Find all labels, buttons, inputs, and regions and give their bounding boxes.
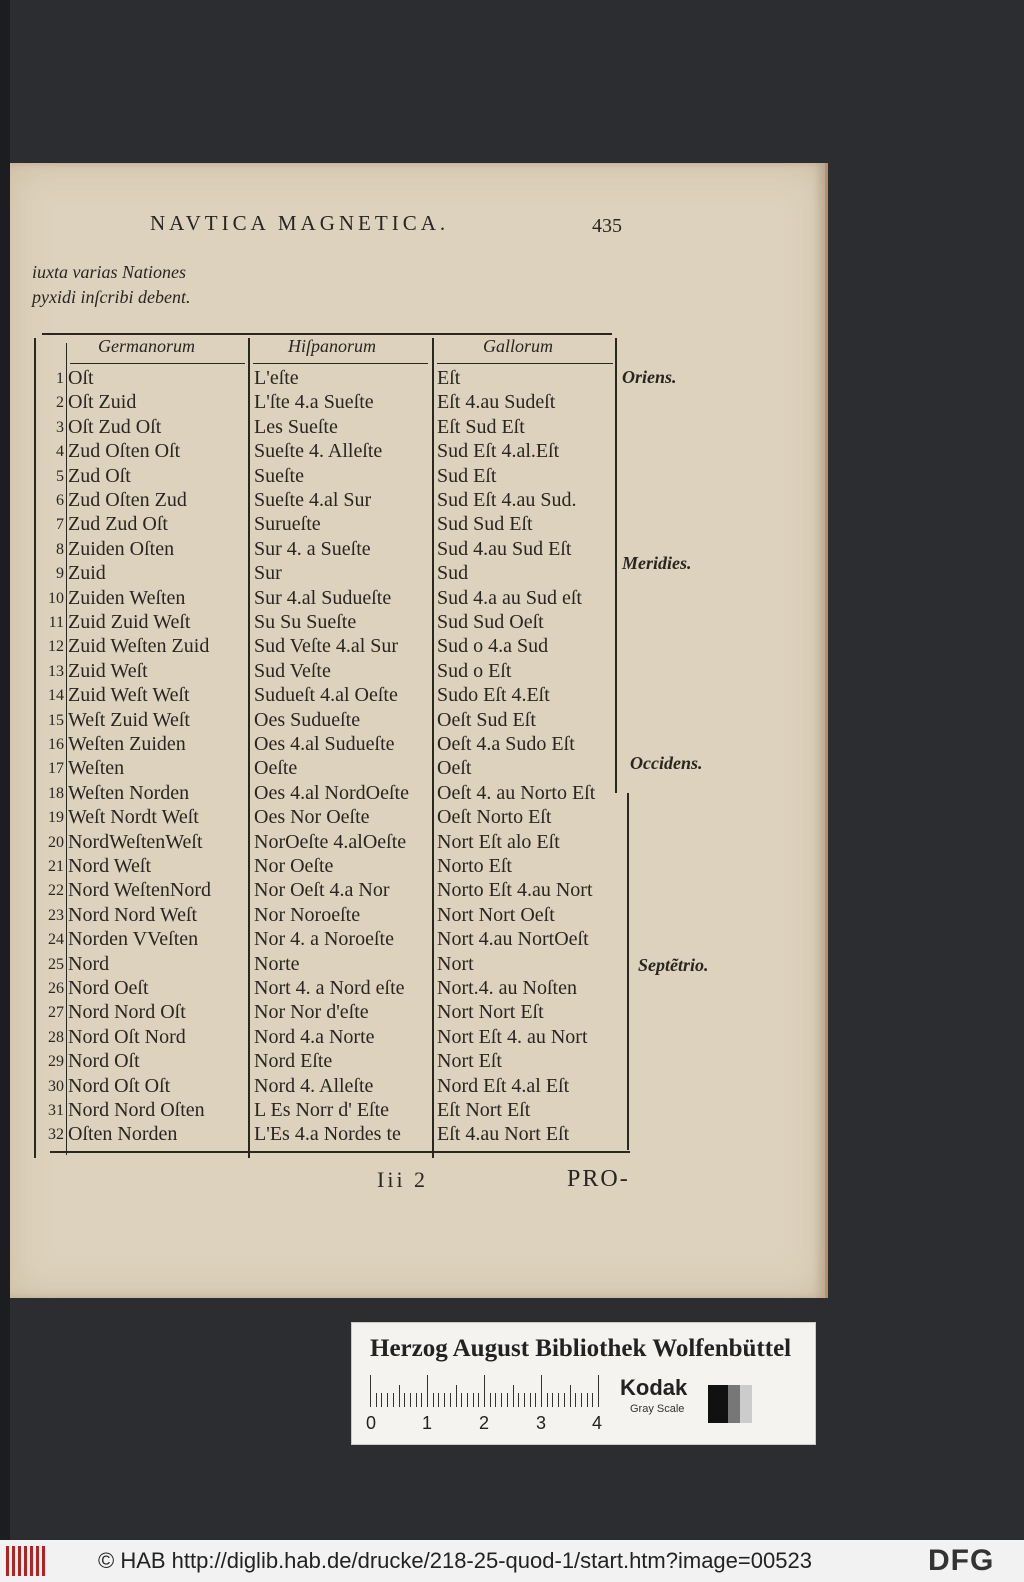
hispanorum-cell: Nort 4. a Nord eſte: [254, 977, 405, 999]
ruler-tick: [541, 1375, 542, 1407]
ruler-tick: [393, 1393, 394, 1407]
ruler-tick: [587, 1393, 588, 1407]
ruler-tick: [490, 1393, 491, 1407]
hispanorum-cell: Nord 4. Alleſte: [254, 1074, 374, 1097]
row-number: 28: [48, 1028, 64, 1046]
ruler-tick: [484, 1375, 485, 1407]
row-number: 25: [48, 955, 64, 973]
germanorum-cell: Nord Nord Weſt: [68, 903, 198, 926]
running-head: NAVTICA MAGNETICA.: [150, 211, 450, 235]
hispanorum-cell: Su Su Sueſte: [254, 611, 357, 633]
hispanorum-cell: Sueſte: [254, 464, 304, 487]
row-number: 9: [56, 565, 64, 583]
gray-patch-mid: [728, 1385, 740, 1423]
table-column-rule: [432, 338, 434, 1158]
ruler-tick: [421, 1393, 422, 1407]
hispanorum-cell: L Es Norr d' Eſte: [254, 1099, 390, 1121]
hispanorum-cell: Sur 4.al Sudueſte: [254, 586, 392, 609]
row-number: 19: [48, 809, 64, 827]
ruler-tick: [507, 1393, 508, 1407]
row-number: 1: [56, 370, 64, 387]
row-number: 13: [48, 662, 64, 680]
direction-oriens: Oriens.: [622, 367, 677, 387]
row-number: 11: [48, 614, 64, 631]
hispanorum-cell: Oes 4.al Sudueſte: [254, 733, 395, 755]
table-top-rule: [42, 333, 612, 335]
row-number: 18: [48, 784, 64, 802]
germanorum-cell: Zuid Weſten Zuid: [68, 635, 210, 658]
hispanorum-cell: Oes Nor Oeſte: [254, 806, 370, 829]
header-underline: [437, 363, 613, 364]
row-number: 16: [48, 736, 64, 753]
gallorum-cell: Sud Sud Oeſt: [437, 611, 544, 633]
row-number: 5: [56, 467, 64, 485]
gallorum-cell: Sudo Eſt 4.Eſt: [437, 684, 550, 707]
hispanorum-cell: Nord Eſte: [254, 1050, 333, 1073]
gallorum-cell: Eſt 4.au Nort Eſt: [437, 1123, 570, 1146]
gallorum-cell: Eſt: [437, 367, 461, 389]
germanorum-cell: Nord WeſtenNord: [68, 879, 211, 902]
column-header-germanorum: Germanorum: [98, 336, 195, 356]
table-number-rule: [66, 343, 67, 1155]
gallorum-cell: Oeſt Sud Eſt: [437, 708, 536, 731]
scale-number: 0: [366, 1413, 377, 1433]
ruler-tick: [530, 1393, 531, 1407]
gallorum-cell: Nort: [437, 952, 474, 975]
ruler-tick: [524, 1393, 525, 1407]
column-header-hispanorum: Hiſpanorum: [288, 336, 377, 356]
scale-number: 3: [536, 1413, 547, 1433]
hispanorum-cell: L'ſte 4.a Sueſte: [254, 391, 374, 414]
row-number: 8: [56, 540, 64, 558]
ruler-tick: [450, 1393, 451, 1407]
ruler-tick: [416, 1393, 417, 1407]
gallorum-cell: Sud Eſt 4.au Sud.: [437, 489, 577, 511]
row-number: 7: [56, 516, 64, 534]
gallorum-cell: Norto Eſt 4.au Nort: [437, 879, 593, 902]
germanorum-cell: Oſt Zuid: [68, 391, 137, 414]
gallorum-cell: Norto Eſt: [437, 855, 512, 877]
hispanorum-cell: Surueſte: [254, 513, 321, 536]
ruler-tick: [376, 1393, 377, 1407]
row-number: 29: [48, 1053, 64, 1071]
header-underline: [70, 363, 245, 364]
hab-logo-icon: [6, 1546, 48, 1576]
ruler-tick: [473, 1393, 474, 1407]
row-number: 24: [48, 931, 64, 949]
hispanorum-cell: Oes 4.al NordOeſte: [254, 781, 409, 804]
germanorum-cell: Nord Oeſt: [68, 977, 149, 999]
row-number: 23: [48, 906, 64, 924]
gallorum-cell: Oeſt 4.a Sudo Eſt: [437, 733, 575, 755]
row-number: 30: [48, 1077, 64, 1095]
ruler-tick: [387, 1393, 388, 1407]
ruler-tick: [501, 1393, 502, 1407]
row-number: 15: [48, 711, 64, 729]
dfg-logo: DFG: [928, 1544, 995, 1577]
ruler-tick: [581, 1393, 582, 1407]
column-header-gallorum: Gallorum: [483, 336, 554, 356]
hispanorum-cell: L'Es 4.a Nordes te: [254, 1123, 401, 1146]
gallorum-cell: Nort Eſt: [437, 1050, 502, 1073]
scale-number: 1: [422, 1413, 433, 1433]
scan-edge: [0, 0, 10, 1540]
row-number: 27: [48, 1004, 64, 1022]
germanorum-cell: Zuid: [68, 562, 106, 585]
ruler-tick: [444, 1393, 445, 1407]
direction-occidens: Occidens.: [630, 753, 703, 773]
intro-line: pyxidi inſcribi debent.: [32, 287, 191, 307]
ruler-tick: [570, 1385, 571, 1407]
hispanorum-cell: NorOeſte 4.alOeſte: [254, 830, 407, 853]
row-number: 21: [48, 858, 64, 875]
gallorum-cell: Nort 4.au NortOeſt: [437, 928, 589, 951]
ruler-tick: [535, 1393, 536, 1407]
germanorum-cell: Zud Zud Oſt: [68, 513, 168, 536]
ruler-tick: [592, 1393, 593, 1407]
gallorum-cell: Nort.4. au Noſten: [437, 977, 577, 999]
gallorum-cell: Sud 4.au Sud Eſt: [437, 537, 572, 560]
ruler-tick: [575, 1393, 576, 1407]
hispanorum-cell: Sur: [254, 562, 282, 585]
gallorum-cell: Sud o Eſt: [437, 659, 512, 682]
header-underline: [253, 363, 428, 364]
ruler-tick: [518, 1393, 519, 1407]
row-number: 6: [56, 492, 64, 509]
germanorum-cell: Nord: [68, 952, 110, 975]
ruler-tick: [513, 1385, 514, 1407]
gallorum-cell: Eſt Sud Eſt: [437, 415, 525, 438]
germanorum-cell: Nord Nord Oſten: [68, 1099, 205, 1121]
ruler-tick: [495, 1393, 496, 1407]
germanorum-cell: Nord Nord Oſt: [68, 1001, 186, 1024]
row-number: 14: [48, 687, 64, 705]
footer-link[interactable]: © HAB http://diglib.hab.de/drucke/218-25-quod-1/start.htm?image=00523: [98, 1548, 812, 1573]
gallorum-cell: Nort Eſt alo Eſt: [437, 830, 560, 853]
ruler-tick: [438, 1393, 439, 1407]
germanorum-cell: Nord Oſt Oſt: [68, 1074, 171, 1097]
table-column-rule: [248, 338, 250, 1158]
germanorum-cell: Oſt: [68, 367, 94, 389]
direction-meridies: Meridies.: [622, 553, 692, 573]
color-reference-card: [351, 1322, 816, 1445]
card-title: Herzog August Bibliothek Wolfenbüttel: [370, 1335, 792, 1362]
hispanorum-cell: Norte: [254, 952, 300, 975]
hispanorum-cell: Sur 4. a Sueſte: [254, 537, 371, 560]
ruler-tick: [598, 1375, 599, 1407]
germanorum-cell: Nord Weſt: [68, 855, 152, 877]
ruler-tick: [558, 1393, 559, 1407]
gallorum-cell: Nort Nort Eſt: [437, 1001, 544, 1024]
hispanorum-cell: Nord 4.a Norte: [254, 1025, 375, 1048]
germanorum-cell: Zud Oſten Zud: [68, 489, 187, 511]
book-page: [10, 163, 828, 1298]
row-number: 20: [48, 833, 64, 851]
germanorum-cell: Weſt Zuid Weſt: [68, 708, 190, 731]
ruler-tick: [370, 1375, 371, 1407]
germanorum-cell: Zuid Weſt: [68, 659, 148, 682]
row-number: 12: [48, 638, 64, 656]
scale-number: 2: [479, 1413, 490, 1433]
grayscale-label: Gray Scale: [630, 1403, 685, 1415]
row-number: 3: [56, 418, 64, 436]
hispanorum-cell: Nor Noroeſte: [254, 903, 361, 926]
germanorum-cell: Weſten Norden: [68, 781, 190, 804]
germanorum-cell: Zuid Weſt Weſt: [68, 684, 190, 707]
gallorum-cell: Eſt Nort Eſt: [437, 1099, 531, 1121]
hispanorum-cell: Nor 4. a Noroeſte: [254, 928, 394, 951]
germanorum-cell: Zud Oſten Oſt: [68, 440, 181, 463]
hispanorum-cell: L'eſte: [254, 367, 299, 389]
germanorum-cell: Weſt Nordt Weſt: [68, 806, 199, 829]
germanorum-cell: Nord Oſt: [68, 1050, 140, 1073]
ruler-tick: [404, 1393, 405, 1407]
hispanorum-cell: Sueſte 4.al Sur: [254, 489, 372, 511]
table-right-rule: [615, 338, 617, 793]
table-bottom-rule: [50, 1151, 630, 1153]
hispanorum-cell: Sud Veſte 4.al Sur: [254, 635, 399, 658]
gallorum-cell: Oeſt 4. au Norto Eſt: [437, 781, 596, 804]
gallorum-cell: Nord Eſt 4.al Eſt: [437, 1074, 570, 1097]
row-number: 26: [48, 980, 64, 997]
germanorum-cell: Norden VVeſten: [68, 928, 199, 951]
ruler-tick: [381, 1393, 382, 1407]
ruler-tick: [456, 1385, 457, 1407]
gallorum-cell: Sud Sud Eſt: [437, 513, 533, 536]
gray-patch-black: [708, 1385, 728, 1423]
hispanorum-cell: Les Sueſte: [254, 415, 338, 438]
gallorum-cell: Sud 4.a au Sud eſt: [437, 586, 582, 609]
row-number: 4: [56, 443, 64, 461]
gallorum-cell: Sud Eſt: [437, 464, 497, 487]
row-number: 2: [56, 394, 64, 412]
gallorum-cell: Nort Nort Oeſt: [437, 903, 555, 926]
catchword: PRO-: [567, 1166, 630, 1192]
intro-line: iuxta varias Nationes: [32, 262, 186, 282]
row-number: 32: [48, 1126, 64, 1144]
ruler-tick: [547, 1393, 548, 1407]
ruler-scale: [370, 1375, 602, 1407]
hispanorum-cell: Nor Oeſte: [254, 855, 334, 877]
gallorum-cell: Sud: [437, 562, 469, 585]
ruler-tick: [399, 1385, 400, 1407]
scale-number: 4: [592, 1413, 603, 1433]
row-number: 10: [48, 589, 64, 607]
ruler-tick: [461, 1393, 462, 1407]
gallorum-cell: Sud o 4.a Sud: [437, 635, 549, 658]
germanorum-cell: Zuiden Weſten: [68, 586, 186, 609]
row-number: 17: [48, 760, 64, 778]
kodak-logo: Kodak: [620, 1375, 688, 1400]
germanorum-cell: Weſten: [68, 757, 125, 780]
ruler-tick: [478, 1393, 479, 1407]
hispanorum-cell: Sueſte 4. Alleſte: [254, 440, 383, 463]
germanorum-cell: Zuiden Oſten: [68, 537, 175, 560]
row-number: 31: [48, 1102, 64, 1119]
ruler-tick: [552, 1393, 553, 1407]
gallorum-cell: Nort Eſt 4. au Nort: [437, 1025, 588, 1048]
hispanorum-cell: Nor Oeſt 4.a Nor: [254, 879, 390, 902]
gallorum-cell: Oeſt: [437, 757, 472, 780]
page-number: 435: [592, 215, 622, 237]
hispanorum-cell: Sudueſt 4.al Oeſte: [254, 684, 398, 707]
ruler-tick: [410, 1393, 411, 1407]
direction-septentrio: Septẽtrio.: [638, 955, 709, 975]
germanorum-cell: Weſten Zuiden: [68, 733, 186, 755]
hispanorum-cell: Sud Veſte: [254, 659, 331, 682]
germanorum-cell: Nord Oſt Nord: [68, 1025, 186, 1048]
gray-patch-light: [740, 1385, 752, 1423]
ruler-tick: [564, 1393, 565, 1407]
ruler-tick: [427, 1375, 428, 1407]
signature-mark: Iii 2: [377, 1167, 429, 1192]
gallorum-cell: Oeſt Norto Eſt: [437, 806, 552, 829]
hispanorum-cell: Oeſte: [254, 757, 298, 780]
gallorum-cell: Sud Eſt 4.al.Eſt: [437, 440, 560, 463]
germanorum-cell: Zuid Zuid Weſt: [68, 611, 191, 633]
germanorum-cell: Zud Oſt: [68, 464, 131, 487]
intro-text: [32, 260, 190, 310]
row-number: 22: [48, 882, 64, 900]
germanorum-cell: Oſten Norden: [68, 1123, 178, 1146]
germanorum-cell: Oſt Zud Oſt: [68, 415, 162, 438]
footer-bar: [0, 1540, 1024, 1582]
ruler-tick: [467, 1393, 468, 1407]
hispanorum-cell: Nor Nor d'eſte: [254, 1001, 369, 1024]
gallorum-cell: Eſt 4.au Sudeſt: [437, 391, 556, 414]
ruler-tick: [433, 1393, 434, 1407]
table-right-rule: [627, 793, 629, 1150]
hispanorum-cell: Oes Sudueſte: [254, 708, 361, 731]
germanorum-cell: NordWeſtenWeſt: [68, 830, 203, 853]
